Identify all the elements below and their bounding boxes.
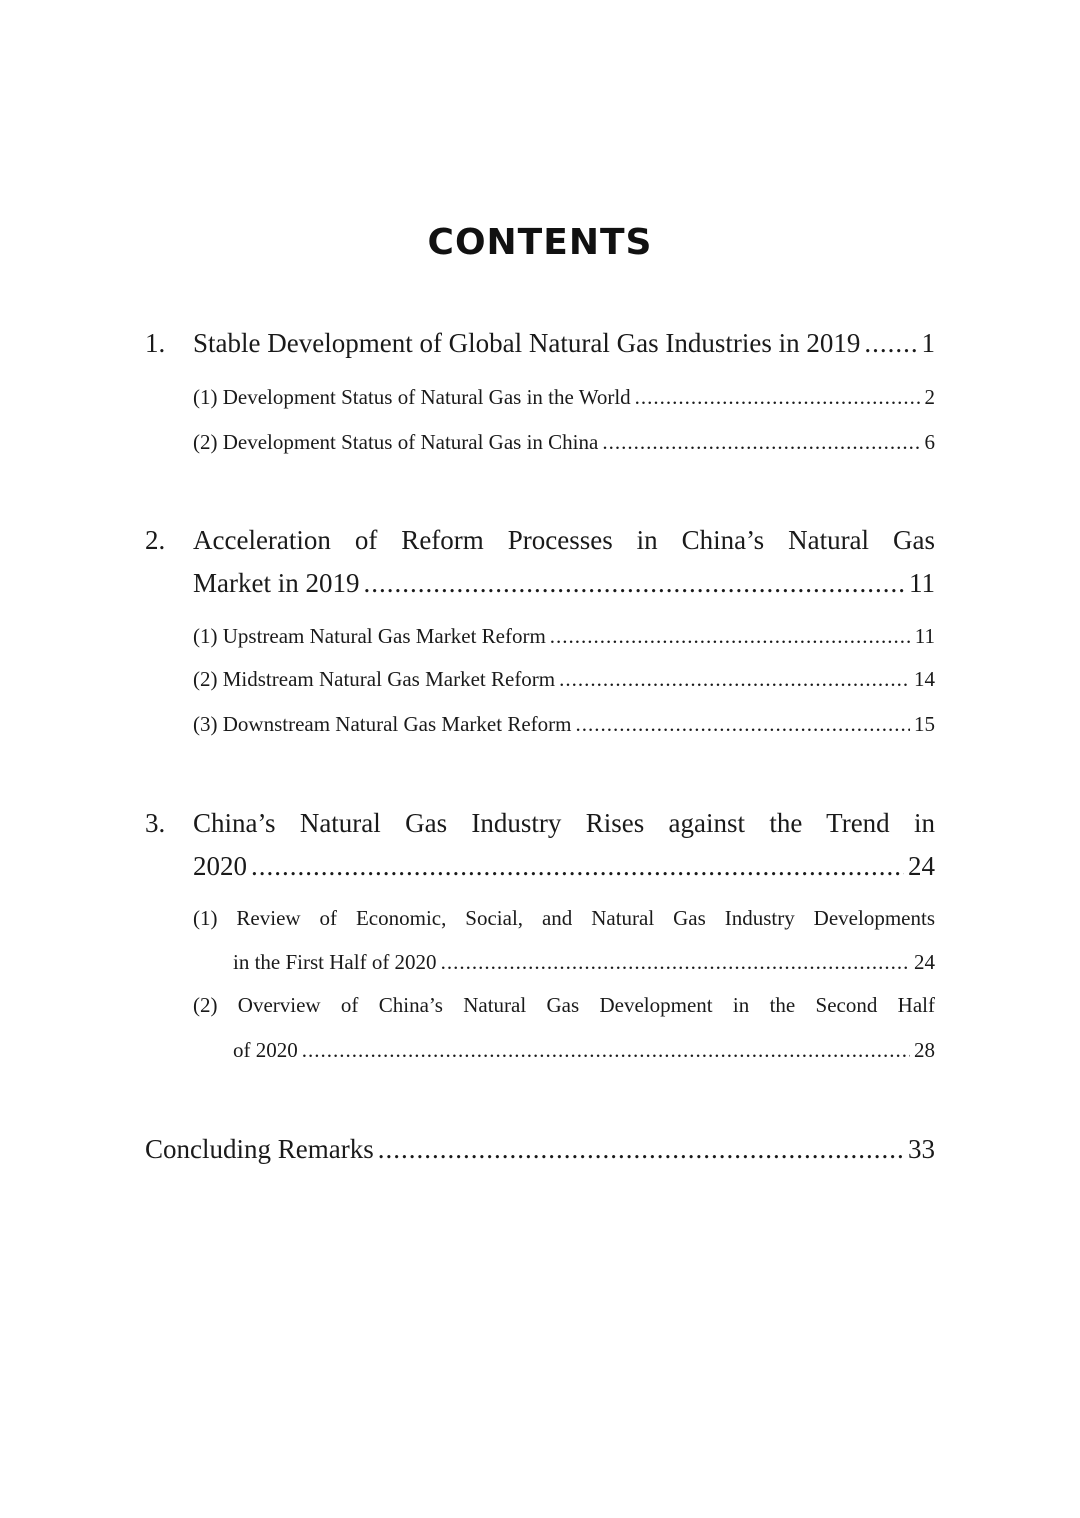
toc-entry-1-2[interactable]	[193, 430, 935, 455]
dot-leader	[575, 712, 910, 737]
dot-leader	[378, 1134, 904, 1165]
subsection-title-line-1[interactable]: (2) Overview of China’s Natural Gas Development in the Second Half	[193, 993, 935, 1017]
dot-leader	[363, 568, 905, 599]
concluding-title: Concluding Remarks	[145, 1134, 374, 1164]
dot-leader	[441, 950, 910, 975]
page-number: 2	[924, 385, 935, 409]
dot-leader	[550, 624, 911, 649]
toc-entry-section-2[interactable]	[193, 568, 935, 599]
page-number: 11	[914, 624, 935, 648]
page-number: 1	[921, 328, 935, 358]
subsection-title-line-2: of 2020	[233, 1038, 298, 1062]
section-number: 1.	[145, 328, 166, 358]
section-title: Stable Development of Global Natural Gas Industries in 2019	[193, 328, 861, 358]
page-number: 11	[909, 568, 935, 598]
page-number: 24	[914, 950, 935, 974]
toc-entry-2-3[interactable]	[193, 712, 935, 737]
toc-entry-2-1[interactable]	[193, 624, 935, 649]
subsection-title-line-2: in the First Half of 2020	[233, 950, 437, 974]
page-number: 15	[914, 712, 935, 736]
dot-leader	[302, 1038, 910, 1063]
subsection-title: (3) Downstream Natural Gas Market Reform	[193, 712, 572, 736]
dot-leader	[559, 667, 910, 692]
page-number: 6	[924, 430, 935, 454]
toc-entry-3-2[interactable]	[233, 1038, 935, 1063]
section-title-line-1[interactable]: Acceleration of Reform Processes in China’s Natural Gas	[193, 525, 935, 555]
page-number: 28	[914, 1038, 935, 1062]
toc-entry-section-3[interactable]	[193, 851, 935, 882]
section-number: 3.	[145, 808, 166, 838]
section-title-line-2: Market in 2019	[193, 568, 360, 598]
page-number: 24	[908, 851, 935, 881]
subsection-title-line-1[interactable]: (1) Review of Economic, Social, and Natural Gas Industry Developments	[193, 906, 935, 930]
page-title: CONTENTS	[427, 222, 653, 263]
page-number: 14	[914, 667, 935, 691]
dot-leader	[251, 851, 904, 882]
toc-entry-2-2[interactable]	[193, 667, 935, 692]
dot-leader	[635, 385, 921, 410]
toc-entry-concluding-remarks[interactable]	[145, 1134, 935, 1165]
toc-entry-section-1[interactable]	[193, 328, 935, 359]
subsection-title: (2) Midstream Natural Gas Market Reform	[193, 667, 556, 691]
page-number: 33	[908, 1134, 935, 1164]
subsection-title: (1) Development Status of Natural Gas in the World	[193, 385, 631, 409]
section-title-line-1[interactable]: China’s Natural Gas Industry Rises against the Trend in	[193, 808, 935, 838]
section-number: 2.	[145, 525, 166, 555]
subsection-title: (1) Upstream Natural Gas Market Reform	[193, 624, 546, 648]
toc-entry-1-1[interactable]	[193, 385, 935, 410]
toc-entry-3-1[interactable]	[233, 950, 935, 975]
subsection-title: (2) Development Status of Natural Gas in China	[193, 430, 599, 454]
section-title-line-2: 2020	[193, 851, 247, 881]
dot-leader	[864, 328, 917, 359]
dot-leader	[602, 430, 920, 455]
